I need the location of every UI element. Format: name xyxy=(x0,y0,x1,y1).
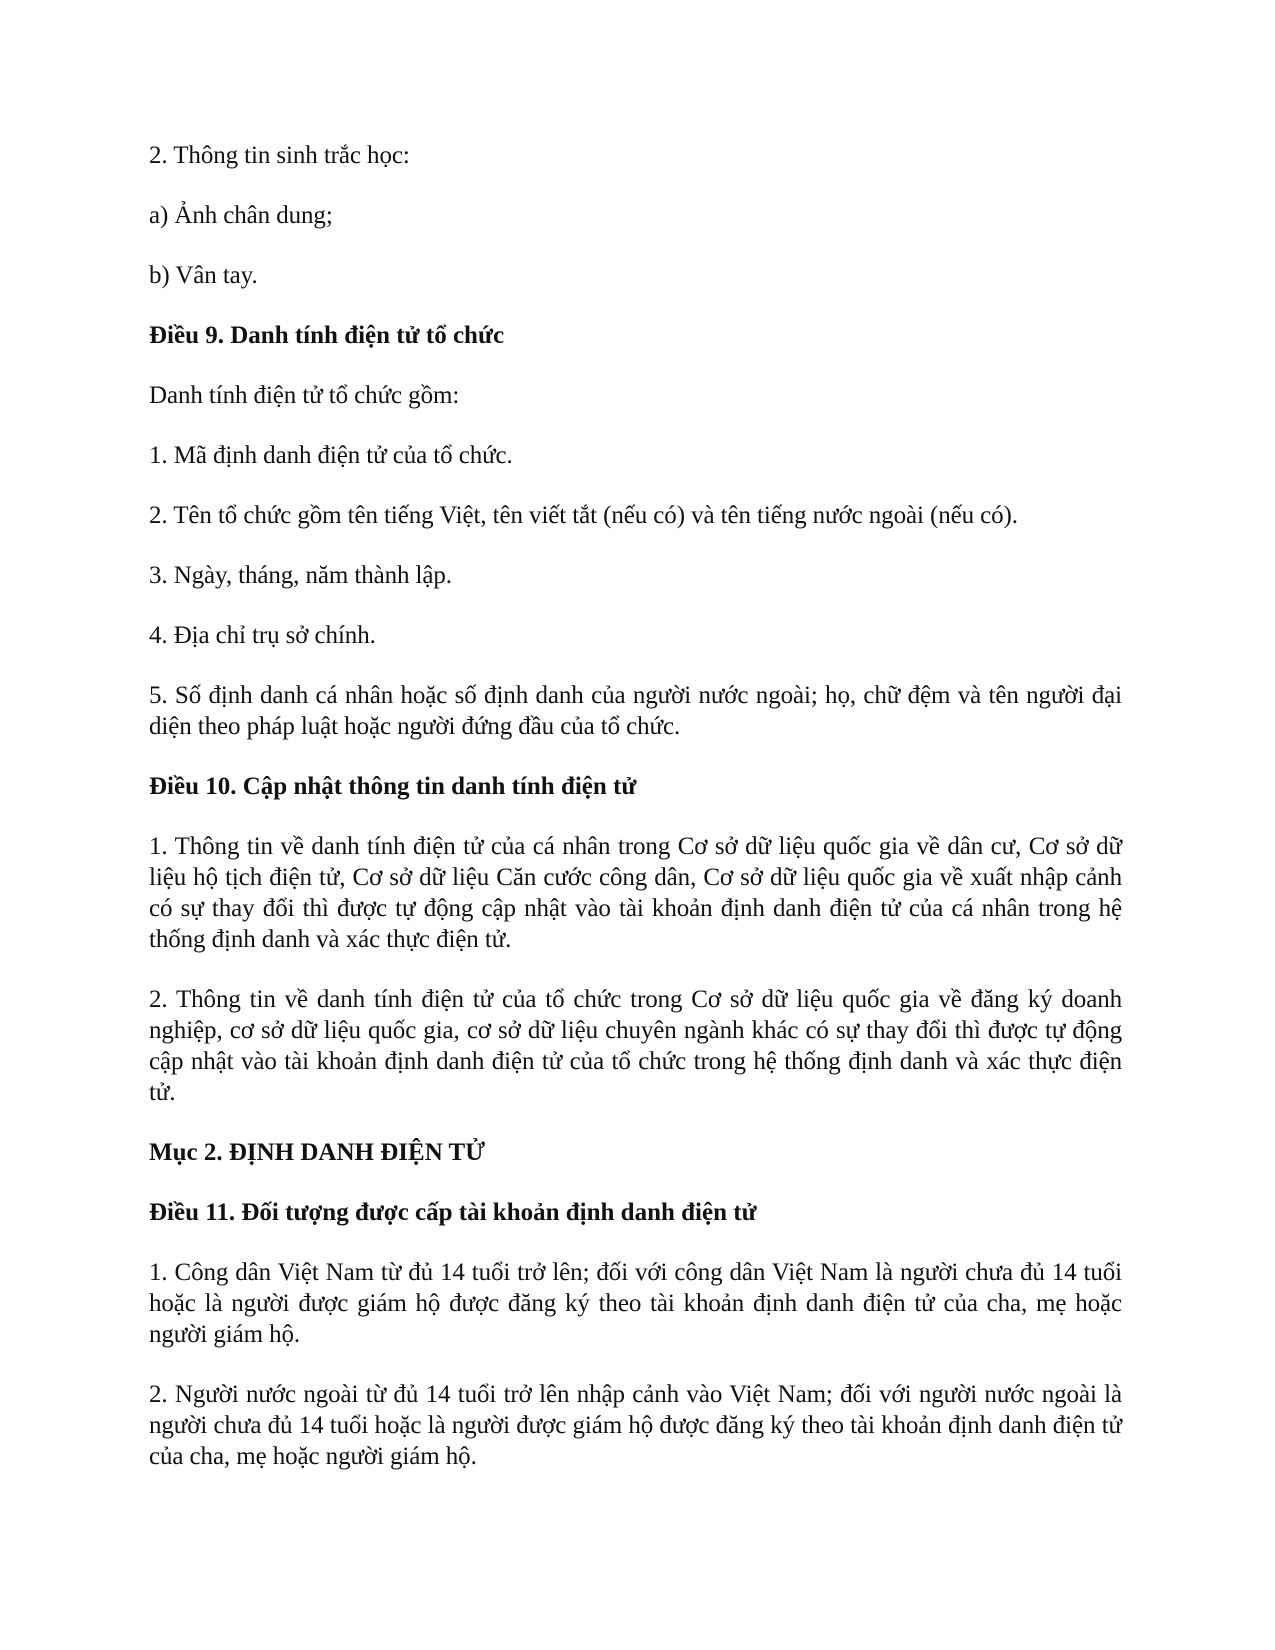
clause-biometric-info: 2. Thông tin sinh trắc học: xyxy=(149,142,410,169)
article-9-item-5: 5. Số định danh cá nhân hoặc số định danh của người nước ngoài; họ, chữ đệm và tên người đại diện theo pháp luật hoặc người đứng đầu của tổ chức. xyxy=(149,682,1122,740)
article-11-item-1: 1. Công dân Việt Nam từ đủ 14 tuổi trở lên; đối với công dân Việt Nam là người chưa đủ 14 tuổi hoặc là người được giám hộ được đăng ký theo tài khoản định danh điện tử của cha, mẹ hoặc người giám hộ. xyxy=(149,1259,1122,1348)
document-page xyxy=(149,140,1122,1501)
clause-portrait-photo: a) Ảnh chân dung; xyxy=(149,202,333,229)
article-10-item-2: 2. Thông tin về danh tính điện tử của tổ chức trong Cơ sở dữ liệu quốc gia về đăng ký doanh nghiệp, cơ sở dữ liệu quốc gia, cơ sở dữ liệu chuyên ngành khác có sự thay đổi thì được tự động cập nhật vào tài khoản định danh điện tử của tổ chức trong hệ thống định danh và xác thực điện tử. xyxy=(149,986,1122,1106)
article-9-intro: Danh tính điện tử tổ chức gồm: xyxy=(149,382,460,409)
article-11-item-2: 2. Người nước ngoài từ đủ 14 tuổi trở lên nhập cảnh vào Việt Nam; đối với người nước ngoài là người chưa đủ 14 tuổi hoặc là người được giám hộ được đăng ký theo tài khoản định danh điện tử của cha, mẹ hoặc người giám hộ. xyxy=(149,1381,1122,1470)
article-9-heading: Điều 9. Danh tính điện tử tổ chức xyxy=(149,322,505,349)
article-9-item-4: 4. Địa chỉ trụ sở chính. xyxy=(149,622,376,649)
article-10-heading: Điều 10. Cập nhật thông tin danh tính điện tử xyxy=(149,773,637,800)
article-11-heading: Điều 11. Đối tượng được cấp tài khoản định danh điện tử xyxy=(149,1199,757,1226)
article-10-item-1: 1. Thông tin về danh tính điện tử của cá nhân trong Cơ sở dữ liệu quốc gia về dân cư, Cơ sở dữ liệu hộ tịch điện tử, Cơ sở dữ liệu Căn cước công dân, Cơ sở dữ liệu quốc gia về xuất nhập cảnh có sự thay đổi thì được tự động cập nhật vào tài khoản định danh điện tử của cá nhân trong hệ thống định danh và xác thực điện tử. xyxy=(149,833,1122,953)
clause-fingerprint: b) Vân tay. xyxy=(149,262,258,289)
article-9-item-3: 3. Ngày, tháng, năm thành lập. xyxy=(149,562,452,589)
article-9-item-2: 2. Tên tổ chức gồm tên tiếng Việt, tên viết tắt (nếu có) và tên tiếng nước ngoài (nếu có). xyxy=(149,502,1018,529)
article-9-item-1: 1. Mã định danh điện tử của tổ chức. xyxy=(149,442,513,469)
section-2-heading: Mục 2. ĐỊNH DANH ĐIỆN TỬ xyxy=(149,1139,486,1166)
